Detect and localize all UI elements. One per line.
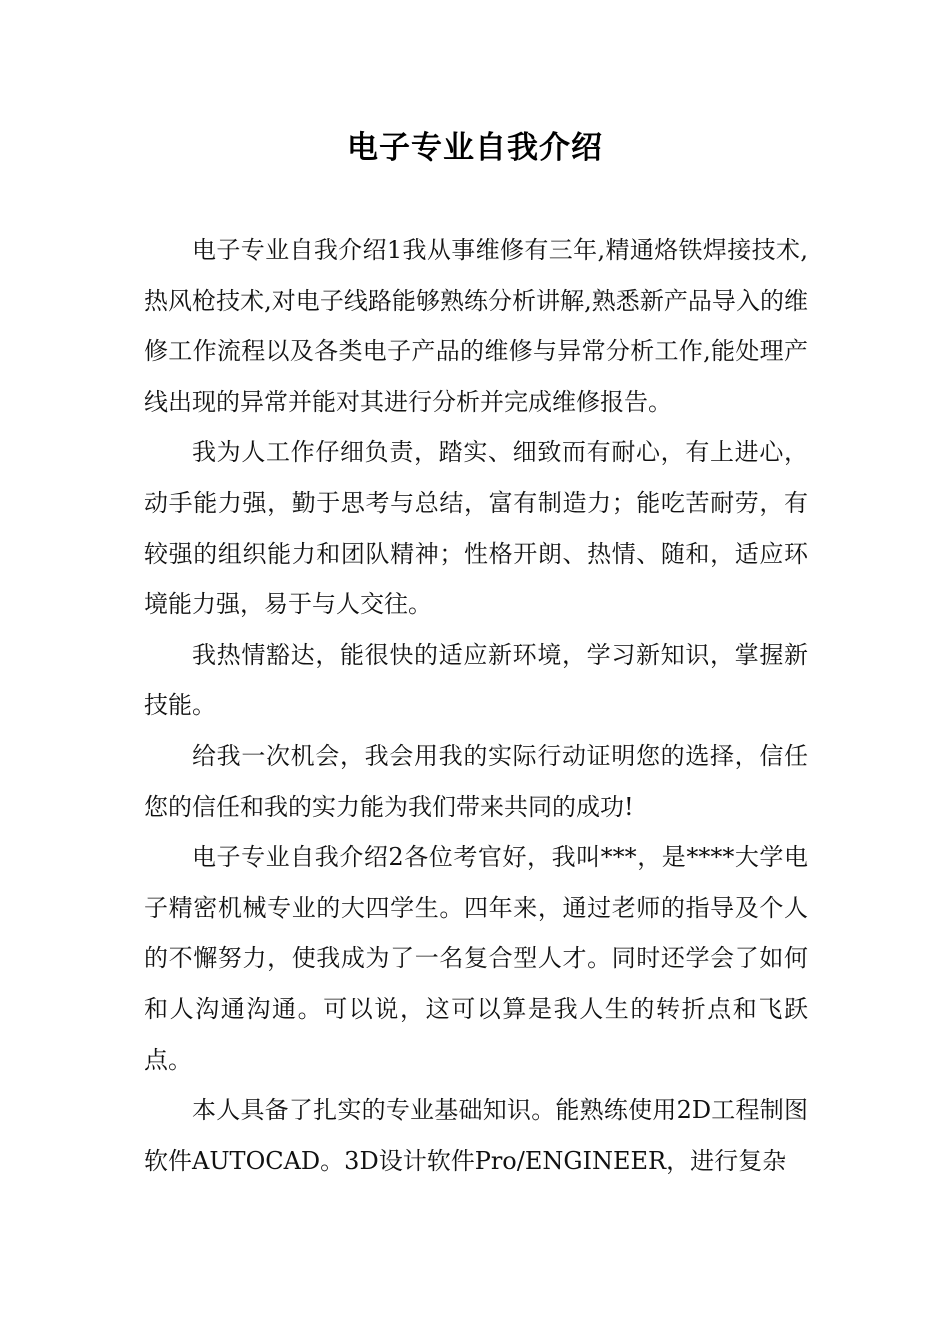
paragraph-6: 本人具备了扎实的专业基础知识。能熟练使用2D工程制图软件AUTOCAD。3D设计软件Pro/ENGINEER，进行复杂 [144,1096,808,1175]
document-title: 电子专业自我介绍 [347,130,603,166]
paragraph-3: 我热情豁达，能很快的适应新环境，学习新知识，掌握新技能。 [144,640,808,720]
document-body [144,225,808,1186]
paragraph-5: 电子专业自我介绍2各位考官好，我叫***，是****大学电子精密机械专业的大四学生。四年来，通过老师的指导及个人的不懈努力，使我成为了一名复合型人才。同时还学会了如何和人沟通沟通。可以说，这可以算是我人生的转折点和飞跃点。 [144,843,808,1074]
paragraph-2: 我为人工作仔细负责，踏实、细致而有耐心，有上进心，动手能力强，勤于思考与总结，富有制造力；能吃苦耐劳，有较强的组织能力和团队精神；性格开朗、热情、随和，适应环境能力强，易于与人交往。 [144,438,808,619]
paragraph-4: 给我一次机会，我会用我的实际行动证明您的选择，信任您的信任和我的实力能为我们带来共同的成功! [144,741,808,821]
paragraph-1: 电子专业自我介绍1我从事维修有三年,精通烙铁焊接技术,热风枪技术,对电子线路能够熟练分析讲解,熟悉新产品导入的维修工作流程以及各类电子产品的维修与异常分析工作,能处理产线出现的异常并能对其进行分析并完成维修报告。 [144,236,808,416]
